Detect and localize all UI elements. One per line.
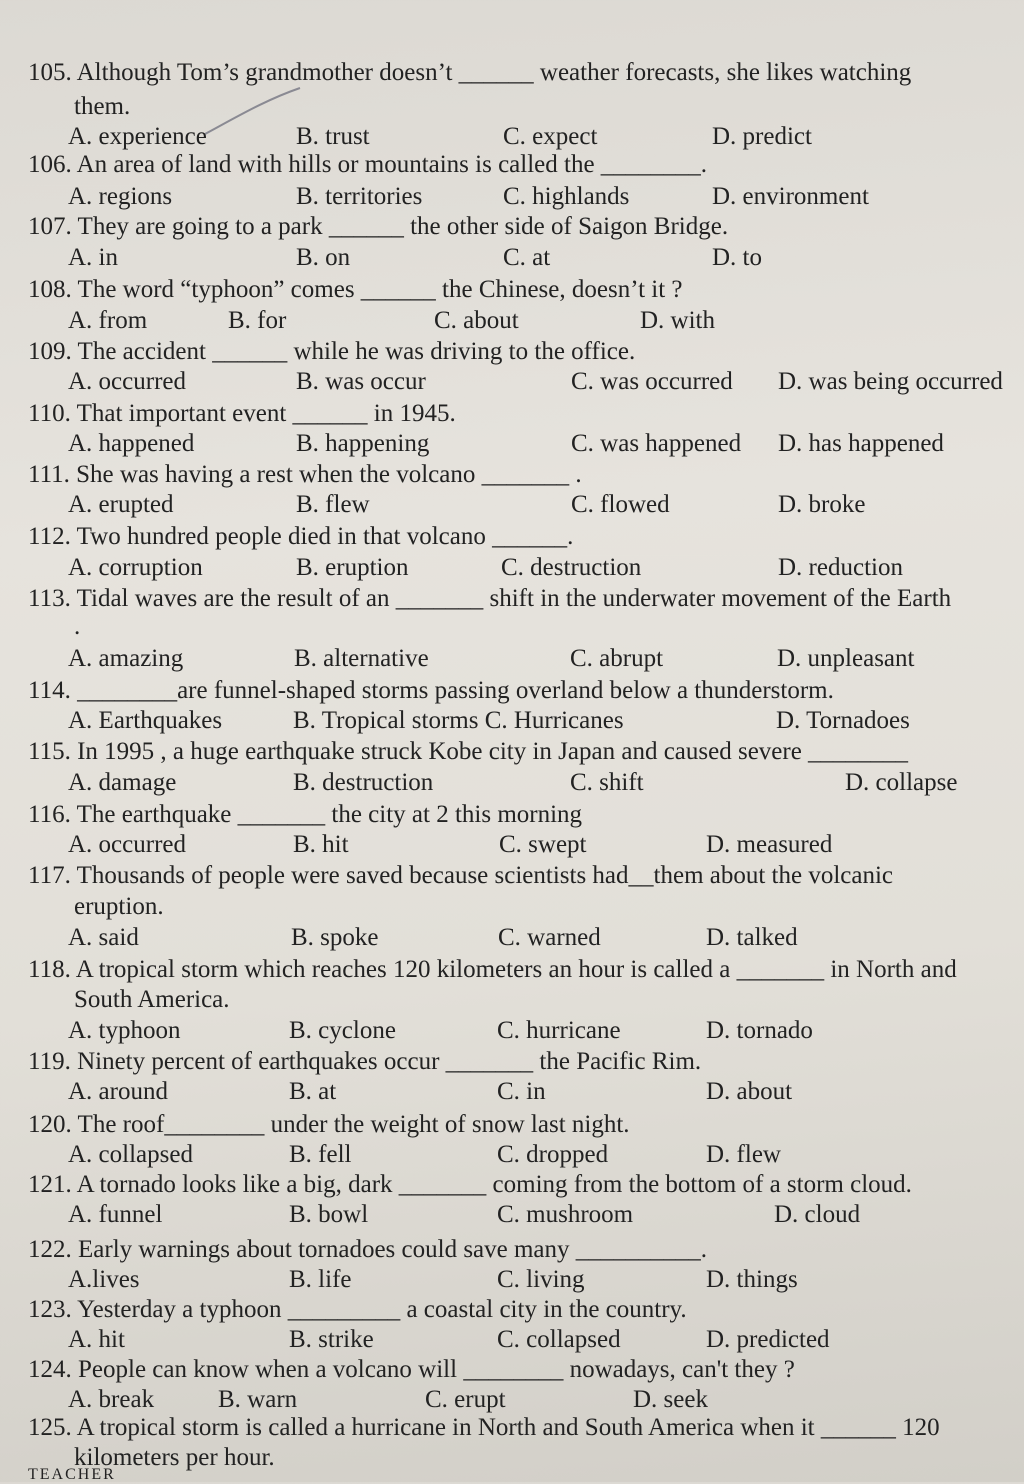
question-124: 124. People can know when a volcano will ________ nowadays, can't they ?	[28, 1356, 795, 1383]
question-119: 119. Ninety percent of earthquakes occur _______ the Pacific Rim.	[28, 1048, 702, 1075]
question-110: 110. That important event ______ in 1945.	[28, 400, 456, 427]
option-110-c[interactable]: C. was happened	[571, 430, 742, 457]
option-110-a[interactable]: A. happened	[68, 430, 195, 457]
option-120-a[interactable]: A. collapsed	[68, 1141, 193, 1168]
option-117-c[interactable]: C. warned	[498, 924, 601, 951]
question-118: 118. A tropical storm which reaches 120 kilometers an hour is called a _______ in North and	[28, 956, 957, 983]
option-117-d[interactable]: D. talked	[706, 924, 798, 951]
question-121: 121. A tornado looks like a big, dark _______ coming from the bottom of a storm cloud.	[28, 1171, 912, 1198]
option-120-c[interactable]: C. dropped	[497, 1141, 609, 1168]
option-112-c[interactable]: C. destruction	[501, 554, 642, 581]
option-121-d[interactable]: D. cloud	[774, 1201, 861, 1228]
option-114-a[interactable]: A. Earthquakes	[68, 707, 223, 734]
question-123: 123. Yesterday a typhoon _________ a coastal city in the country.	[28, 1296, 687, 1323]
option-115-b[interactable]: B. destruction	[293, 769, 434, 796]
question-109: 109. The accident ______ while he was driving to the office.	[28, 338, 636, 365]
option-113-c[interactable]: C. abrupt	[570, 645, 664, 672]
footer-label: TEACHER	[28, 1466, 116, 1483]
option-115-d[interactable]: D. collapse	[845, 769, 958, 796]
option-119-a[interactable]: A. around	[68, 1078, 168, 1105]
option-116-d[interactable]: D. measured	[706, 831, 833, 858]
option-108-d[interactable]: D. with	[640, 307, 715, 334]
option-124-d[interactable]: D. seek	[633, 1386, 708, 1413]
option-117-b[interactable]: B. spoke	[291, 924, 379, 951]
option-116-b[interactable]: B. hit	[293, 831, 349, 858]
option-122-d[interactable]: D. things	[706, 1266, 798, 1293]
question-105: 105. Although Tom’s grandmother doesn’t ______ weather forecasts, she likes watching	[28, 59, 912, 86]
question-108: 108. The word “typhoon” comes ______ the Chinese, doesn’t it ?	[28, 276, 683, 303]
option-110-d[interactable]: D. has happened	[778, 430, 944, 457]
option-118-a[interactable]: A. typhoon	[68, 1017, 181, 1044]
option-117-a[interactable]: A. said	[68, 924, 139, 951]
option-111-b[interactable]: B. flew	[296, 491, 370, 518]
question-122: 122. Early warnings about tornadoes could save many __________.	[28, 1236, 708, 1263]
option-106-c[interactable]: C. highlands	[503, 183, 630, 210]
option-109-b[interactable]: B. was occur	[296, 368, 426, 395]
option-110-b[interactable]: B. happening	[296, 430, 430, 457]
option-121-a[interactable]: A. funnel	[68, 1201, 163, 1228]
question-105-continuation: them.	[74, 93, 131, 120]
option-112-b[interactable]: B. eruption	[296, 554, 409, 581]
question-125-continuation: kilometers per hour.	[74, 1444, 275, 1471]
question-116: 116. The earthquake _______ the city at 2 this morning	[28, 801, 583, 828]
option-119-d[interactable]: D. about	[706, 1078, 793, 1105]
question-113: 113. Tidal waves are the result of an _______ shift in the underwater movement of the Earth	[28, 585, 952, 612]
option-123-b[interactable]: B. strike	[289, 1326, 374, 1353]
option-108-a[interactable]: A. from	[68, 307, 148, 334]
option-105-b[interactable]: B. trust	[296, 123, 370, 150]
question-117-continuation: eruption.	[74, 893, 164, 920]
option-123-d[interactable]: D. predicted	[706, 1326, 830, 1353]
option-109-d[interactable]: D. was being occurred	[778, 368, 1003, 395]
question-120: 120. The roof________ under the weight of snow last night.	[28, 1111, 630, 1138]
option-107-d[interactable]: D. to	[712, 244, 762, 271]
option-120-d[interactable]: D. flew	[706, 1141, 781, 1168]
option-111-d[interactable]: D. broke	[778, 491, 866, 518]
option-116-a[interactable]: A. occurred	[68, 831, 186, 858]
option-109-c[interactable]: C. was occurred	[571, 368, 733, 395]
question-113-continuation: .	[74, 613, 81, 640]
option-109-a[interactable]: A. occurred	[68, 368, 186, 395]
option-115-c[interactable]: C. shift	[570, 769, 644, 796]
option-121-c[interactable]: C. mushroom	[497, 1201, 634, 1228]
option-113-b[interactable]: B. alternative	[294, 645, 429, 672]
option-111-a[interactable]: A. erupted	[68, 491, 174, 518]
option-113-d[interactable]: D. unpleasant	[777, 645, 915, 672]
option-122-c[interactable]: C. living	[497, 1266, 585, 1293]
option-114-b[interactable]: B. Tropical storms C. Hurricanes	[293, 707, 624, 734]
option-122-a[interactable]: A.lives	[68, 1266, 140, 1293]
option-122-b[interactable]: B. life	[289, 1266, 352, 1293]
option-116-c[interactable]: C. swept	[499, 831, 587, 858]
option-120-b[interactable]: B. fell	[289, 1141, 352, 1168]
question-111: 111. She was having a rest when the volcano _______ .	[28, 461, 582, 488]
option-105-d[interactable]: D. predict	[712, 123, 812, 150]
option-119-b[interactable]: B. at	[289, 1078, 337, 1105]
question-115: 115. In 1995 , a huge earthquake struck Kobe city in Japan and caused severe ________	[28, 738, 909, 765]
option-115-a[interactable]: A. damage	[68, 769, 177, 796]
option-105-c[interactable]: C. expect	[503, 123, 598, 150]
option-112-a[interactable]: A. corruption	[68, 554, 203, 581]
option-108-b[interactable]: B. for	[228, 307, 287, 334]
option-107-b[interactable]: B. on	[296, 244, 351, 271]
option-106-d[interactable]: D. environment	[712, 183, 869, 210]
option-113-a[interactable]: A. amazing	[68, 645, 184, 672]
option-107-c[interactable]: C. at	[503, 244, 551, 271]
question-107: 107. They are going to a park ______ the other side of Saigon Bridge.	[28, 213, 729, 240]
question-114: 114. ________are funnel-shaped storms passing overland below a thunderstorm.	[28, 677, 834, 704]
option-123-a[interactable]: A. hit	[68, 1326, 125, 1353]
option-106-b[interactable]: B. territories	[296, 183, 423, 210]
question-117: 117. Thousands of people were saved because scientists had__them about the volcanic	[28, 862, 894, 889]
option-123-c[interactable]: C. collapsed	[497, 1326, 621, 1353]
option-121-b[interactable]: B. bowl	[289, 1201, 369, 1228]
option-112-d[interactable]: D. reduction	[778, 554, 903, 581]
question-112: 112. Two hundred people died in that volcano ______.	[28, 523, 574, 550]
option-107-a[interactable]: A. in	[68, 244, 118, 271]
option-114-c[interactable]: D. Tornadoes	[776, 707, 910, 734]
option-118-b[interactable]: B. cyclone	[289, 1017, 396, 1044]
option-111-c[interactable]: C. flowed	[571, 491, 670, 518]
question-106: 106. An area of land with hills or mountains is called the ________.	[28, 151, 708, 178]
option-106-a[interactable]: A. regions	[68, 183, 173, 210]
question-125: 125. A tropical storm is called a hurricane in North and South America when it ______ 120	[28, 1414, 940, 1441]
question-118-continuation: South America.	[74, 986, 230, 1013]
option-124-c[interactable]: C. erupt	[425, 1386, 506, 1413]
option-118-c[interactable]: C. hurricane	[497, 1017, 621, 1044]
option-105-a[interactable]: A. experience	[68, 123, 207, 150]
option-108-c[interactable]: C. about	[434, 307, 519, 334]
option-119-c[interactable]: C. in	[497, 1078, 546, 1105]
option-124-a[interactable]: A. break	[68, 1386, 155, 1413]
option-124-b[interactable]: B. warn	[218, 1386, 298, 1413]
option-118-d[interactable]: D. tornado	[706, 1017, 813, 1044]
